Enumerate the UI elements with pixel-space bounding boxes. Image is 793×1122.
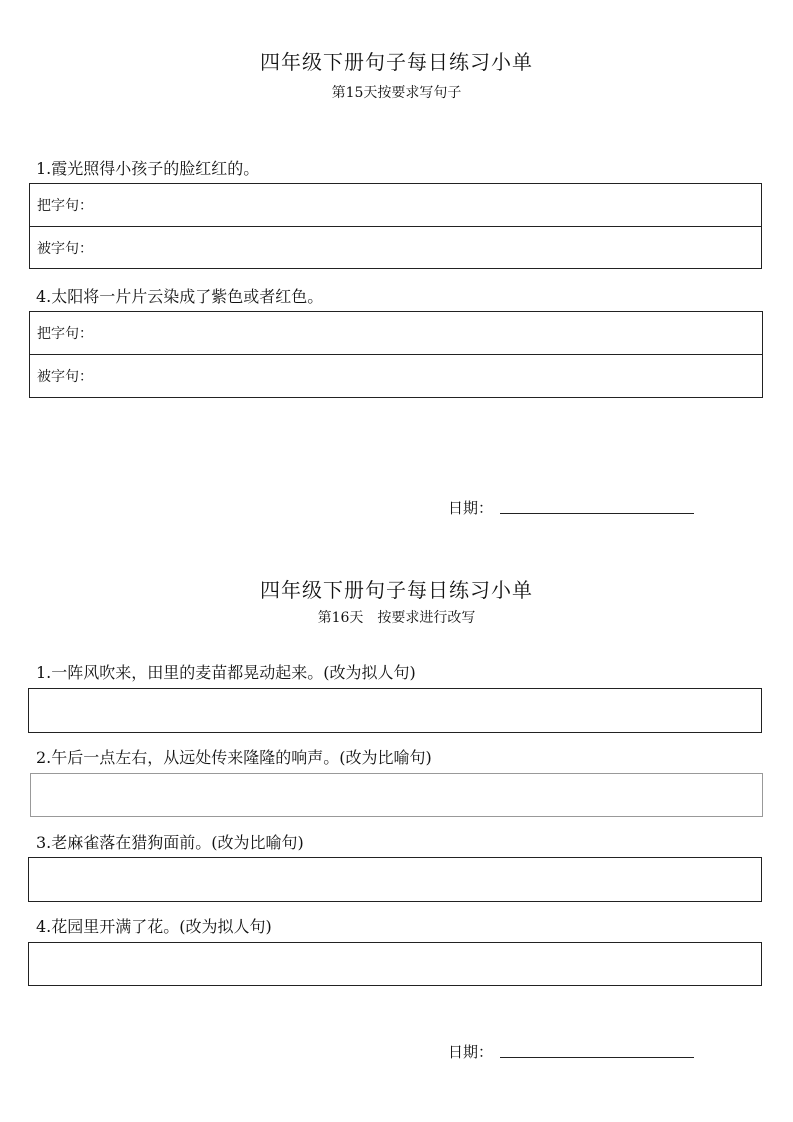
sheet2-answer-box-4[interactable] bbox=[28, 942, 762, 986]
answer-row-ba[interactable] bbox=[30, 312, 762, 354]
sheet1-question-4: 4.太阳将一片片云染成了紫色或者红色。 bbox=[36, 287, 324, 306]
sheet1-title: 四年级下册句子每日练习小单 bbox=[260, 50, 533, 74]
sheet2-subtitle: 第16天 按要求进行改写 bbox=[317, 610, 476, 626]
sheet2-date-label: 日期： bbox=[448, 1043, 494, 1061]
row-label: 被字句： bbox=[37, 241, 93, 257]
sheet1-subtitle: 第15天按要求写句子 bbox=[331, 85, 462, 101]
sheet2-question-3: 3.老麻雀落在猎狗面前。(改为比喻句) bbox=[36, 833, 304, 852]
sheet1-answer-box-4 bbox=[29, 311, 763, 398]
sheet1-answer-box-1 bbox=[29, 183, 762, 269]
sheet2-answer-box-3[interactable] bbox=[28, 857, 762, 902]
row-label: 被字句： bbox=[37, 369, 93, 385]
sheet2-title: 四年级下册句子每日练习小单 bbox=[260, 578, 533, 602]
sheet1-date-line[interactable] bbox=[500, 513, 694, 514]
row-label: 把字句： bbox=[37, 326, 93, 342]
answer-row-bei[interactable] bbox=[30, 354, 762, 396]
sheet2-question-1: 1.一阵风吹来，田里的麦苗都晃动起来。(改为拟人句) bbox=[36, 663, 416, 682]
sheet1-date-label: 日期： bbox=[448, 499, 494, 517]
sheet1-question-1: 1.霞光照得小孩子的脸红红的。 bbox=[36, 159, 260, 178]
row-label: 把字句： bbox=[37, 198, 93, 214]
answer-row-bei[interactable] bbox=[30, 226, 761, 268]
sheet2-question-2: 2.午后一点左右，从远处传来隆隆的响声。(改为比喻句) bbox=[36, 748, 432, 767]
sheet2-question-4: 4.花园里开满了花。(改为拟人句) bbox=[36, 917, 272, 936]
answer-row-ba[interactable] bbox=[30, 184, 761, 226]
sheet2-answer-box-1[interactable] bbox=[28, 688, 762, 733]
sheet2-date-line[interactable] bbox=[500, 1057, 694, 1058]
sheet2-answer-box-2[interactable] bbox=[30, 773, 763, 817]
